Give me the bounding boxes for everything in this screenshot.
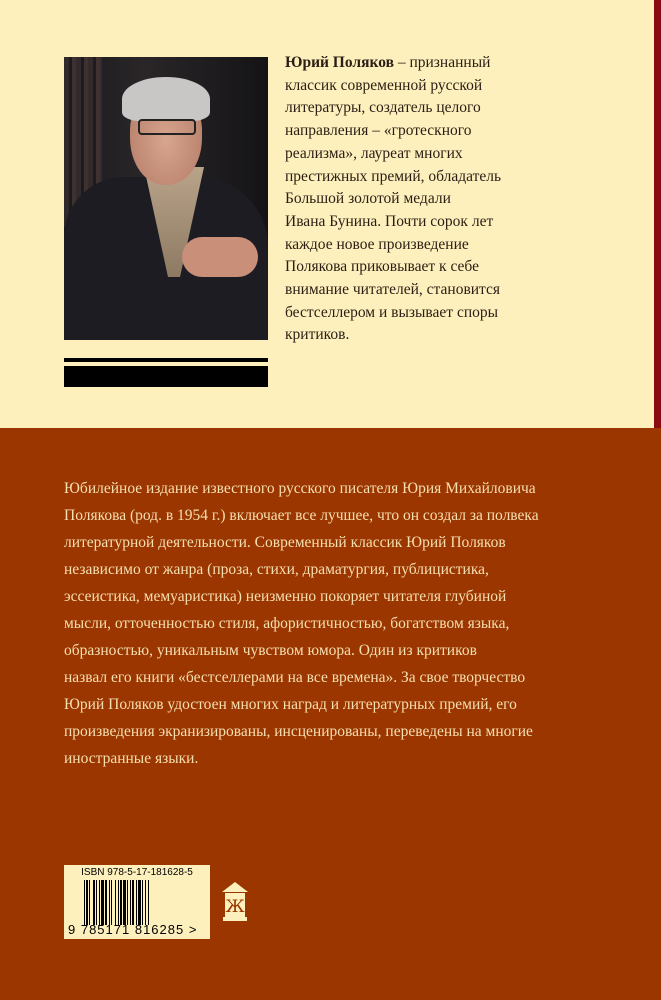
- text-line: престижных премий, обладатель: [285, 167, 502, 185]
- divider-thin: [64, 358, 268, 362]
- text-line: направления – «гротескного: [285, 122, 472, 140]
- author-bio: Юрий Поляков – признанный классик современной русской литературы, создатель целого направления – «гротескного реализма», лауреат многих престижных премий, обладатель Большой золотой медали Ивана Бунина. Почти сорок лет каждое новое произведение Полякова приковывает к себе внимание читателей, становится бестселлером и вызывает споры критиков.: [285, 52, 640, 347]
- publisher-lantern-logo: [221, 882, 249, 922]
- text-line: классик современной русской: [285, 76, 483, 94]
- text-line: образностью, уникальным чувством юмора. Один из критиков: [64, 642, 477, 659]
- text-line: Юбилейное издание известного русского писателя Юрия Михайловича: [64, 480, 536, 497]
- divider-thick: [64, 366, 268, 387]
- logo-letter: Ж: [225, 897, 245, 917]
- text-line: независимо от жанра (проза, стихи, драматургия, публицистика,: [64, 561, 489, 578]
- barcode-bar: [149, 880, 150, 925]
- author-photo: [64, 57, 268, 340]
- text-line: бестселлером и вызывает споры: [285, 303, 499, 321]
- isbn-barcode: [64, 865, 210, 939]
- barcode-bars: [84, 880, 199, 925]
- text-line: Полякова (род. в 1954 г.) включает все лучшее, что он создал за полвека: [64, 507, 539, 524]
- text-line: иностранные языки.: [64, 750, 199, 767]
- text-line: критиков.: [285, 326, 350, 344]
- text-line: каждое новое произведение: [285, 235, 469, 253]
- text-line: Юрий Поляков удостоен многих наград и литературных премий, его: [64, 696, 517, 713]
- barcode-digits: 9 785171 816285 >: [68, 922, 198, 937]
- text-line: мысли, отточенностью стиля, афористичностью, богатством языка,: [64, 615, 510, 632]
- text-line: внимание читателей, становится: [285, 281, 501, 299]
- text-line: Полякова приковывает к себе: [285, 258, 479, 276]
- text-line: литературной деятельности. Современный классик Юрий Поляков: [64, 534, 506, 551]
- text-line: назвал его книги «бестселлерами на все времена». За свое творчество: [64, 669, 526, 686]
- author-name: Юрий Поляков: [285, 54, 394, 71]
- isbn-text: ISBN 978-5-17-181628-5: [81, 867, 193, 878]
- book-description: [64, 475, 634, 772]
- text-line: эссеистика, мемуаристика) неизменно покоряет читателя глубиной: [64, 588, 507, 605]
- text-line: произведения экранизированы, инсценированы, переведены на многие: [64, 723, 533, 740]
- edge-strip: [654, 0, 661, 428]
- text-line: литературы, создатель целого: [285, 99, 481, 117]
- text-line: Большой золотой медали: [285, 190, 451, 208]
- text-line: реализма», лауреат многих: [285, 144, 463, 162]
- text-line: Ивана Бунина. Почти сорок лет: [285, 212, 494, 230]
